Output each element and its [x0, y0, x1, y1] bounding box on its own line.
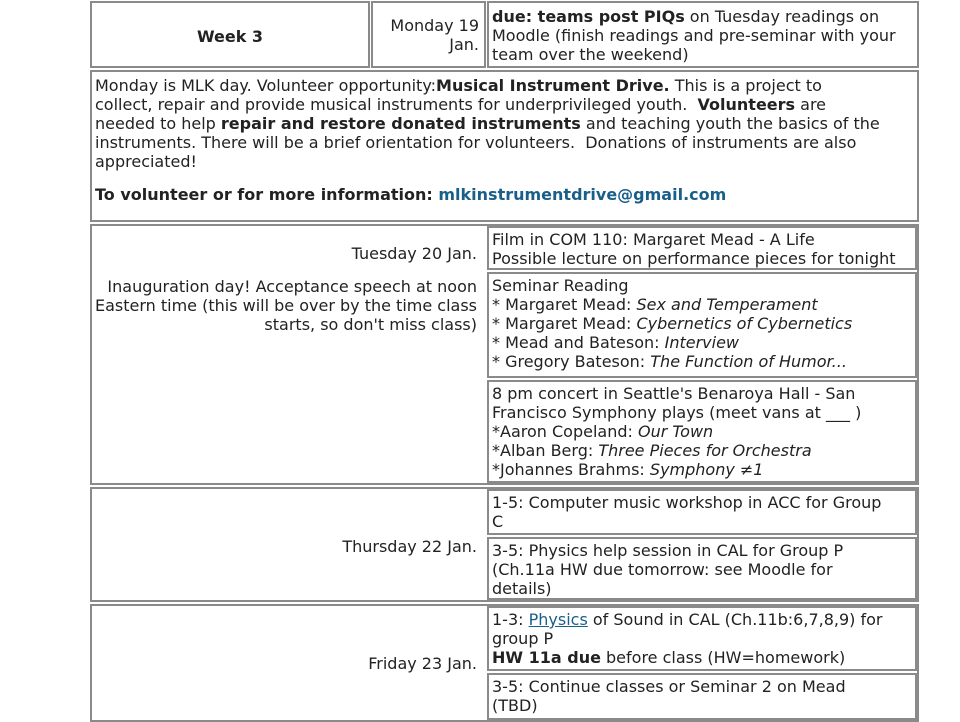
- seminar-item-author: * Margaret Mead:: [492, 314, 637, 333]
- tuesday-note-line: Inauguration day! Acceptance speech at noon: [107, 277, 477, 296]
- seminar-item-title: Interview: [664, 333, 740, 352]
- seminar-item: [492, 295, 912, 314]
- monday-date: Monday 19: [390, 16, 479, 35]
- thursday-date: Thursday 22 Jan.: [342, 537, 477, 556]
- concert-line-2: Francisco Symphony plays (meet vans at ___ ): [492, 403, 862, 422]
- due-line-2: Moodle (finish readings and pre-seminar with your: [492, 26, 896, 45]
- tuesday-date: Tuesday 20 Jan.: [351, 244, 477, 263]
- physics-help-line-1: 3-5: Physics help session in CAL for Group P: [492, 541, 844, 560]
- seminar-item-title: Cybernetics of Cybernetics: [636, 314, 853, 333]
- hw-due-label: HW 11a due: [492, 648, 601, 667]
- concert-cell: [487, 380, 917, 483]
- mlk-text: are: [795, 95, 827, 114]
- film-line-1: Film in COM 110: Margaret Mead - A Life: [492, 230, 815, 249]
- physics-sound-line-1: [492, 610, 912, 629]
- friday-date: Friday 23 Jan.: [368, 654, 477, 673]
- mlk-text: needed to help: [95, 114, 221, 133]
- due-cell: [487, 1, 919, 68]
- due-line-1: [492, 7, 914, 26]
- continue-cell: [487, 673, 917, 720]
- physics-link[interactable]: Physics: [528, 610, 588, 629]
- concert-piece: Symphony ≠1: [649, 460, 764, 479]
- concert-piece: Three Pieces for Orchestra: [598, 441, 812, 460]
- concert-item: [492, 460, 912, 479]
- mlk-line-2: [95, 95, 914, 114]
- tuesday-note-line: Eastern time (this will be over by the time class: [94, 296, 477, 315]
- concert-composer: *Aaron Copeland:: [492, 422, 638, 441]
- workshop-line-1: 1-5: Computer music workshop in ACC for Group: [492, 493, 882, 512]
- contact-label: To volunteer or for more information:: [95, 185, 439, 204]
- physics-sound-cell: [487, 606, 917, 671]
- week-title: Week 3: [196, 27, 264, 46]
- physics-help-line-3: details): [492, 579, 552, 598]
- concert-composer: *Alban Berg:: [492, 441, 599, 460]
- mlk-announcement: [90, 70, 919, 222]
- mlk-text: This is a project to: [669, 76, 822, 95]
- due-bold: due: teams post PIQs: [492, 7, 685, 26]
- seminar-item: [492, 352, 912, 371]
- workshop-line-2: C: [492, 512, 504, 531]
- mlk-text: and teaching youth the basics of the: [580, 114, 880, 133]
- physics-sound-line-3: [492, 648, 912, 667]
- seminar-item: [492, 333, 912, 352]
- tuesday-note: [95, 277, 477, 334]
- continue-line-1: 3-5: Continue classes or Seminar 2 on Mead: [492, 677, 846, 696]
- physics-sound-time: 1-3:: [492, 610, 529, 629]
- physics-help-line-2: (Ch.11a HW due tomorrow: see Moodle for: [492, 560, 833, 579]
- seminar-item-author: * Mead and Bateson:: [492, 333, 665, 352]
- film-cell: [487, 226, 917, 270]
- mlk-text: Monday is MLK day. Volunteer opportunity:: [95, 76, 437, 95]
- monday-month: Jan.: [449, 35, 479, 54]
- hw-due-text: before class (HW=homework): [600, 648, 846, 667]
- physics-help-cell: [487, 537, 917, 600]
- seminar-item-title: The Function of Humor...: [650, 352, 847, 371]
- contact-email[interactable]: mlkinstrumentdrive@gmail.com: [438, 185, 727, 204]
- due-rest: on Tuesday readings on: [684, 7, 880, 26]
- concert-item: [492, 441, 912, 460]
- physics-sound-line-2: group P: [492, 629, 554, 648]
- monday-date-cell: [371, 1, 486, 68]
- mlk-line-4: instruments. There will be a brief orientation for volunteers. Donations of instruments are also: [95, 133, 857, 152]
- concert-piece: Our Town: [637, 422, 714, 441]
- week-title-cell: [90, 1, 370, 68]
- seminar-item-title: Sex and Temperament: [636, 295, 818, 314]
- mlk-line-5: appreciated!: [95, 152, 197, 171]
- mlk-text: collect, repair and provide musical instruments for underprivileged youth.: [95, 95, 698, 114]
- mlk-volunteers: Volunteers: [697, 95, 796, 114]
- mlk-contact: [95, 185, 914, 204]
- mlk-line-3: [95, 114, 914, 133]
- mlk-line-1: [95, 76, 914, 95]
- continue-line-2: (TBD): [492, 696, 538, 715]
- seminar-item: [492, 314, 912, 333]
- tuesday-note-line: starts, so don't miss class): [264, 315, 477, 334]
- seminar-item-author: * Margaret Mead:: [492, 295, 637, 314]
- film-line-2: Possible lecture on performance pieces for tonight: [492, 249, 896, 268]
- concert-line-1: 8 pm concert in Seattle's Benaroya Hall - San: [492, 384, 856, 403]
- seminar-title: Seminar Reading: [492, 276, 629, 295]
- due-line-3: team over the weekend): [492, 45, 689, 64]
- workshop-cell: [487, 489, 917, 535]
- physics-sound-text: of Sound in CAL (Ch.11b:6,7,8,9) for: [587, 610, 883, 629]
- seminar-cell: [487, 272, 917, 378]
- mlk-drive-name: Musical Instrument Drive.: [436, 76, 670, 95]
- concert-item: [492, 422, 912, 441]
- seminar-item-author: * Gregory Bateson:: [492, 352, 651, 371]
- mlk-repair: repair and restore donated instruments: [220, 114, 581, 133]
- concert-composer: *Johannes Brahms:: [492, 460, 650, 479]
